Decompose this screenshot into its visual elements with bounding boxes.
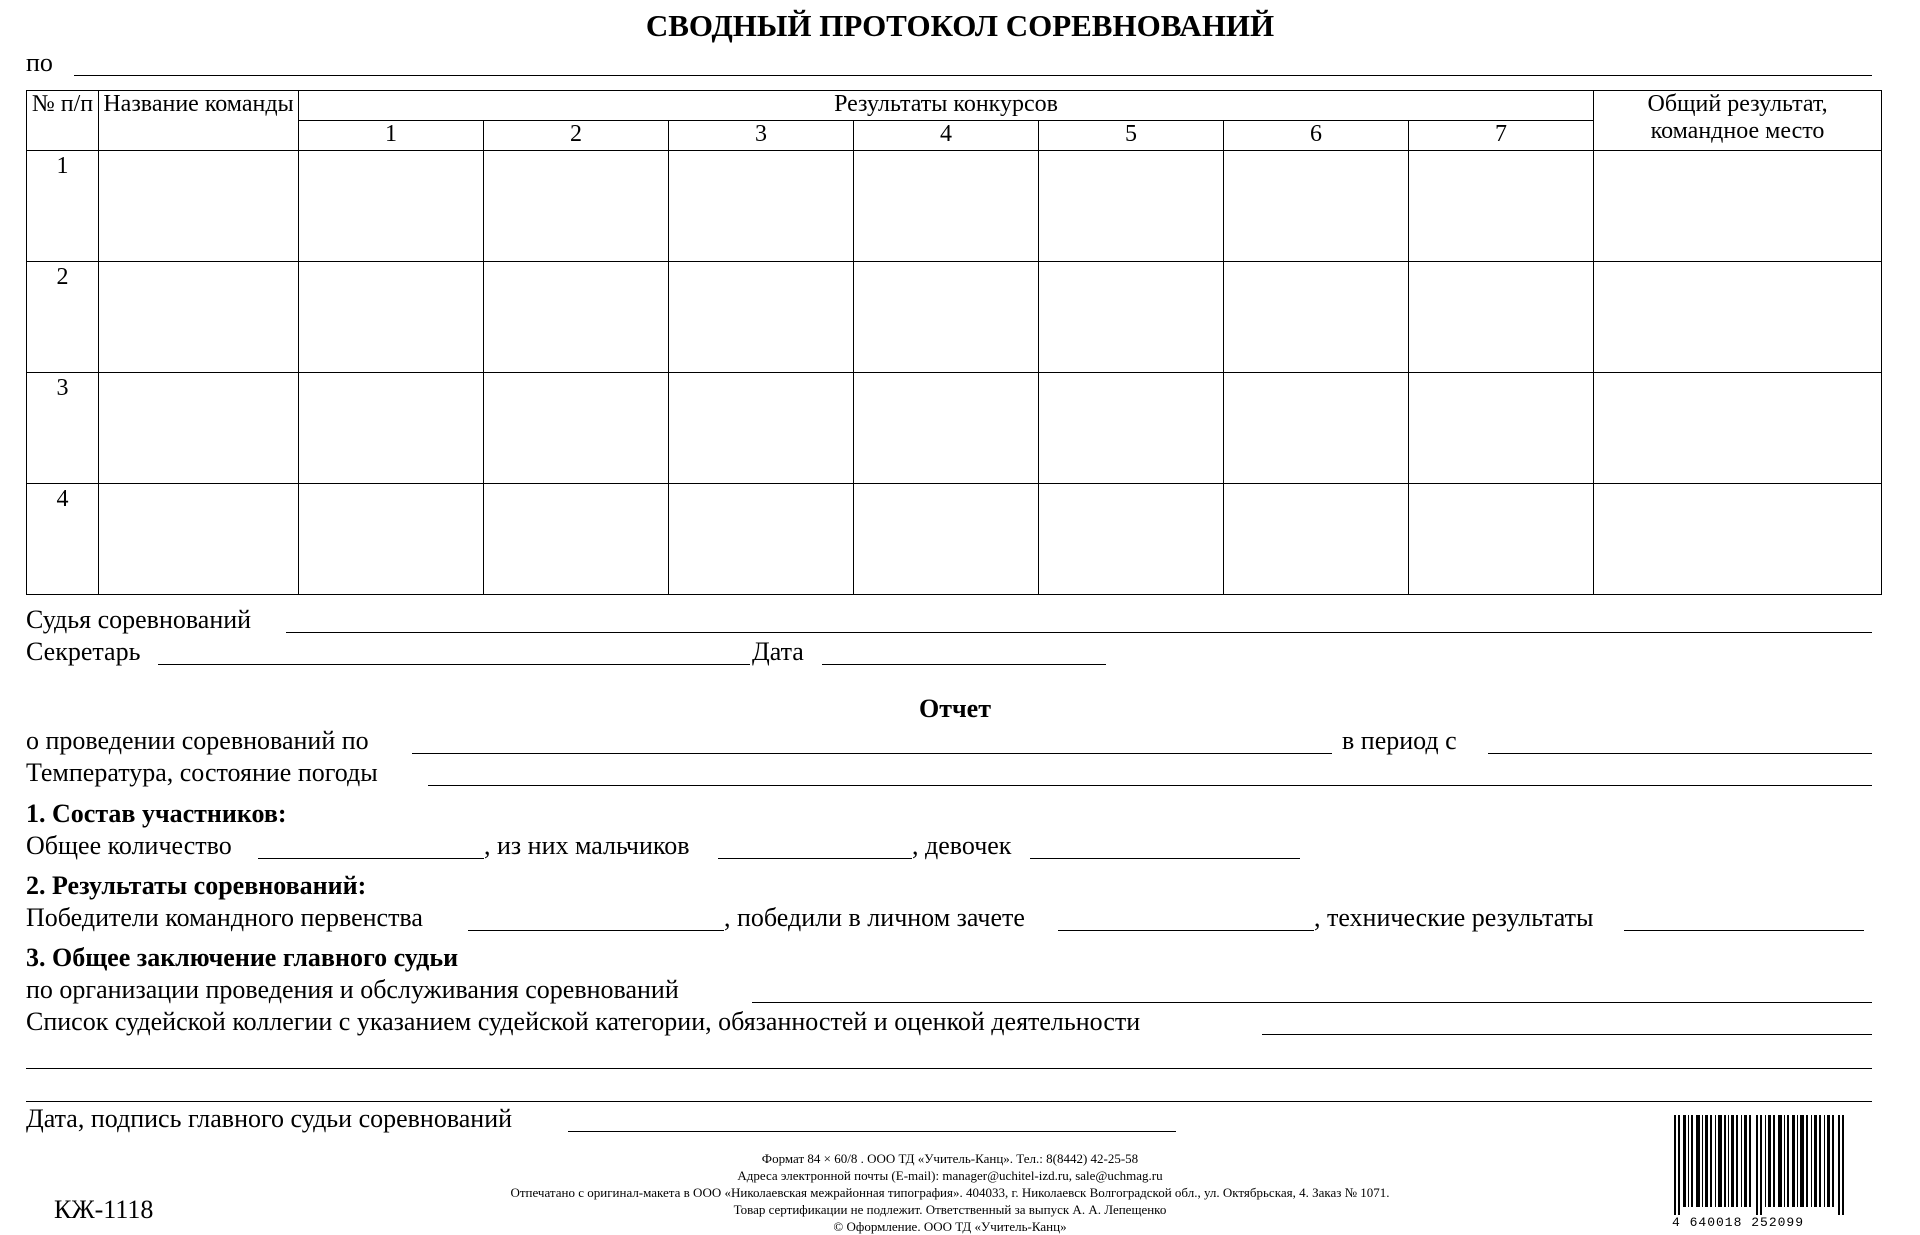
po-line[interactable]: [74, 75, 1872, 76]
col-team-header: Название команды: [99, 91, 299, 151]
col-results-header: Результаты конкурсов: [299, 91, 1594, 121]
result-cell[interactable]: [299, 373, 484, 484]
date-line[interactable]: [822, 664, 1106, 665]
contest-header: 1: [299, 121, 484, 151]
total-count-line[interactable]: [258, 858, 484, 859]
barcode-bars-icon: [1672, 1115, 1847, 1215]
po-label: по: [26, 48, 53, 77]
section1-heading: 1. Состав участников:: [26, 799, 287, 828]
result-cell[interactable]: [484, 484, 669, 595]
blank-line-1[interactable]: [26, 1068, 1872, 1069]
contest-header: 3: [669, 121, 854, 151]
weather-line[interactable]: [428, 785, 1872, 786]
sign-line[interactable]: [568, 1131, 1176, 1132]
result-cell[interactable]: [1409, 262, 1594, 373]
imprint-line: Адреса электронной почты (E-mail): manager@uchitel-izd.ru, sale@uchmag.ru: [737, 1168, 1163, 1183]
product-code: КЖ-1118: [54, 1195, 154, 1224]
total-cell[interactable]: [1594, 262, 1882, 373]
result-cell[interactable]: [299, 262, 484, 373]
date-label: Дата: [752, 637, 804, 666]
result-cell[interactable]: [854, 484, 1039, 595]
org-line[interactable]: [752, 1002, 1872, 1003]
contest-header: 5: [1039, 121, 1224, 151]
result-cell[interactable]: [669, 151, 854, 262]
sign-label: Дата, подпись главного судьи соревнований: [26, 1104, 513, 1133]
table-row: [27, 151, 1882, 262]
result-cell[interactable]: [1039, 484, 1224, 595]
total-count-label: Общее количество: [26, 831, 232, 860]
contest-header: 6: [1224, 121, 1409, 151]
panel-line[interactable]: [1262, 1034, 1872, 1035]
winners-label: Победители командного первенства: [26, 903, 423, 932]
judge-line[interactable]: [286, 632, 1872, 633]
col-total-header: Общий результат, командное место: [1594, 91, 1882, 151]
judge-label: Судья соревнований: [26, 605, 252, 634]
personal-label: , победили в личном зачете: [724, 903, 1025, 932]
result-cell[interactable]: [1224, 484, 1409, 595]
section3-heading: 3. Общее заключение главного судьи: [26, 943, 459, 972]
col-num-header: № п/п: [27, 91, 99, 151]
blank-line-2[interactable]: [26, 1101, 1872, 1102]
result-cell[interactable]: [669, 484, 854, 595]
result-cell[interactable]: [669, 373, 854, 484]
boys-label: , из них мальчиков: [484, 831, 690, 860]
total-cell[interactable]: [1594, 151, 1882, 262]
period-label: в период с: [1342, 726, 1457, 755]
result-cell[interactable]: [1224, 262, 1409, 373]
result-cell[interactable]: [854, 373, 1039, 484]
winners-line[interactable]: [468, 930, 724, 931]
team-name-cell[interactable]: [99, 262, 299, 373]
result-cell[interactable]: [484, 373, 669, 484]
imprint: [330, 1150, 1570, 1235]
result-cell[interactable]: [1409, 151, 1594, 262]
result-cell[interactable]: [1039, 151, 1224, 262]
result-cell[interactable]: [1409, 373, 1594, 484]
contest-header: 2: [484, 121, 669, 151]
row-number: 4: [27, 484, 99, 595]
barcode-number: 4 640018 252099: [1672, 1215, 1805, 1230]
imprint-line: Отпечатано с оригинал-макета в ООО «Николаевская межрайонная типография». 404033, г. Николаевск Волгоградской обл., ул. Октябрьская, 4. Заказ № 1071.: [510, 1185, 1390, 1200]
team-name-cell[interactable]: [99, 151, 299, 262]
report-heading: Отчет: [919, 694, 991, 723]
period-line[interactable]: [1488, 753, 1872, 754]
barcode: [1672, 1115, 1847, 1230]
result-cell[interactable]: [854, 262, 1039, 373]
section2-heading: 2. Результаты соревнований:: [26, 871, 367, 900]
result-cell[interactable]: [854, 151, 1039, 262]
result-cell[interactable]: [1039, 373, 1224, 484]
girls-label: , девочек: [912, 831, 1012, 860]
girls-line[interactable]: [1030, 858, 1300, 859]
row-number: 1: [27, 151, 99, 262]
row-number: 2: [27, 262, 99, 373]
secretary-line[interactable]: [158, 664, 750, 665]
row-number: 3: [27, 373, 99, 484]
results-table: [26, 90, 1882, 595]
team-name-cell[interactable]: [99, 373, 299, 484]
panel-label: Список судейской коллегии с указанием судейской категории, обязанностей и оценкой деятельности: [26, 1007, 1141, 1036]
held-line[interactable]: [412, 753, 1332, 754]
result-cell[interactable]: [484, 262, 669, 373]
result-cell[interactable]: [669, 262, 854, 373]
contest-header: 7: [1409, 121, 1594, 151]
table-row: [27, 373, 1882, 484]
boys-line[interactable]: [718, 858, 912, 859]
secretary-label: Секретарь: [26, 637, 141, 666]
page-title: СВОДНЫЙ ПРОТОКОЛ СОРЕВНОВАНИЙ: [645, 8, 1275, 43]
table-row: [27, 262, 1882, 373]
result-cell[interactable]: [1039, 262, 1224, 373]
contest-header: 4: [854, 121, 1039, 151]
held-label: о проведении соревнований по: [26, 726, 369, 755]
table-row: [27, 484, 1882, 595]
result-cell[interactable]: [299, 151, 484, 262]
result-cell[interactable]: [1409, 484, 1594, 595]
imprint-line: Формат 84 × 60/8 . ООО ТД «Учитель-Канц». Тел.: 8(8442) 42-25-58: [761, 1151, 1139, 1166]
result-cell[interactable]: [484, 151, 669, 262]
result-cell[interactable]: [299, 484, 484, 595]
imprint-line: © Оформление. ООО ТД «Учитель-Канц»: [833, 1219, 1067, 1234]
weather-label: Температура, состояние погоды: [26, 758, 378, 787]
result-cell[interactable]: [1224, 373, 1409, 484]
total-cell[interactable]: [1594, 373, 1882, 484]
team-name-cell[interactable]: [99, 484, 299, 595]
result-cell[interactable]: [1224, 151, 1409, 262]
tech-label: , технические результаты: [1314, 903, 1594, 932]
imprint-line: Товар сертификации не подлежит. Ответственный за выпуск А. А. Лепещенко: [733, 1202, 1167, 1217]
total-cell[interactable]: [1594, 484, 1882, 595]
org-label: по организации проведения и обслуживания соревнований: [26, 975, 679, 1004]
tech-line[interactable]: [1624, 930, 1864, 931]
personal-line[interactable]: [1058, 930, 1314, 931]
